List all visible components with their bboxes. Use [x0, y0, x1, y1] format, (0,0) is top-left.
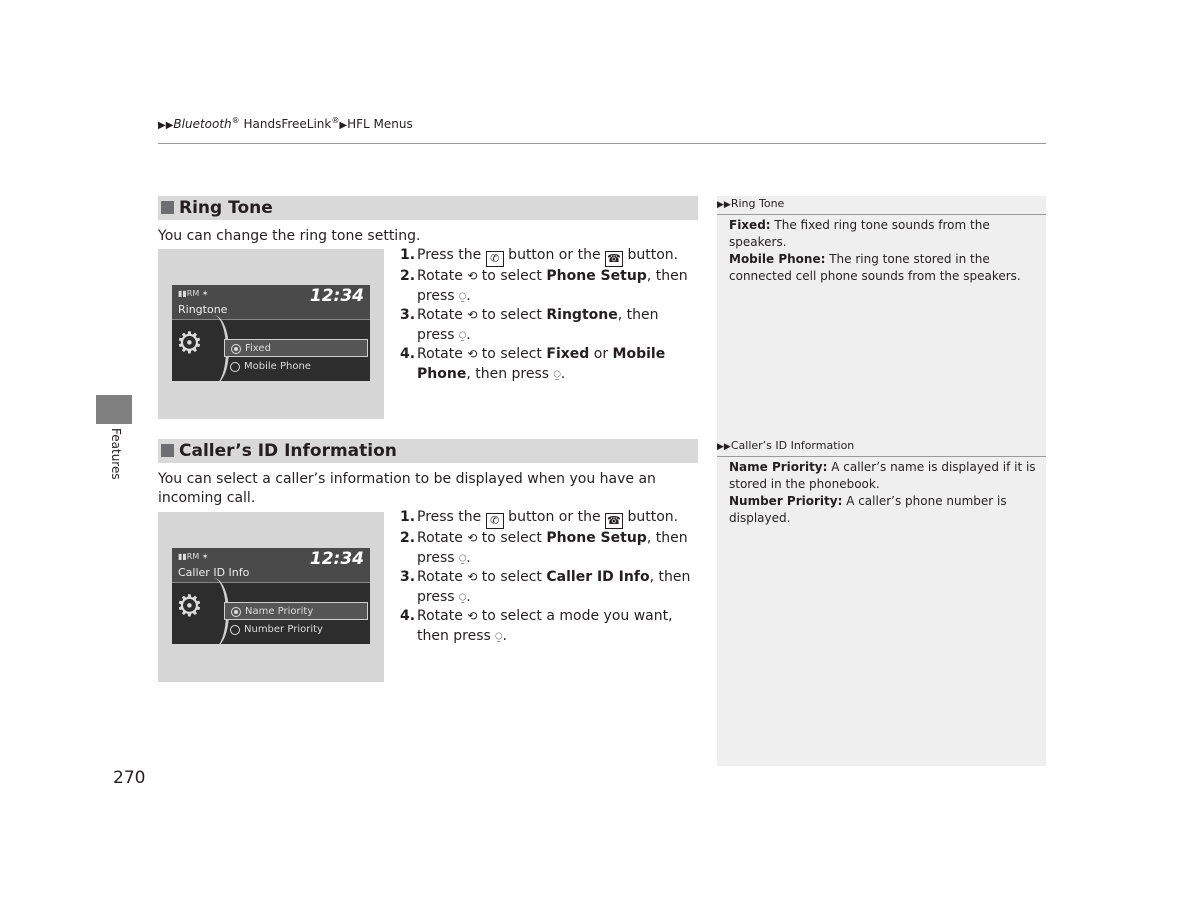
- press-knob-icon: ⍜: [459, 288, 467, 303]
- note-title-text: Ring Tone: [730, 197, 785, 210]
- note-title-text: Caller’s ID Information: [730, 439, 855, 452]
- step-text: button or the: [503, 247, 606, 263]
- step-text: .: [466, 588, 471, 605]
- ring-tone-steps: [400, 246, 700, 384]
- step-text: to select a mode you want, then press: [417, 608, 673, 644]
- selector-knob-icon: ⟲: [467, 531, 478, 545]
- status-indicators: ▮▮RM ✶: [178, 289, 209, 298]
- press-knob-icon: ⍜: [459, 589, 467, 604]
- radio-icon: [230, 362, 240, 372]
- selector-knob-icon: ⟲: [467, 609, 478, 623]
- step-number: 3.: [400, 569, 416, 585]
- ring-tone-screenshot: [158, 249, 384, 419]
- step-text: Press the: [417, 509, 486, 525]
- note-item: [729, 459, 1039, 493]
- step-3: [400, 306, 700, 345]
- step-text: , then press: [417, 268, 688, 304]
- ring-tone-note-body: [729, 217, 1039, 285]
- step-text: to select: [477, 268, 547, 284]
- step-4: [400, 607, 700, 646]
- radio-icon: [231, 607, 241, 617]
- note-label: Name Priority:: [729, 460, 828, 474]
- step-text: Rotate: [417, 530, 468, 546]
- step-text: Rotate: [417, 307, 468, 323]
- note-label: Number Priority:: [729, 494, 843, 508]
- reference-arrow-icon: ▶▶: [717, 442, 731, 452]
- step-text: .: [502, 627, 507, 644]
- status-indicators: ▮▮RM ✶: [178, 552, 209, 561]
- ring-tone-note-title: [717, 197, 1046, 215]
- ring-tone-heading-text: Ring Tone: [179, 198, 273, 218]
- breadcrumb-handsfreelink: HandsFreeLink: [239, 117, 332, 131]
- page-number: 270: [113, 768, 146, 788]
- heading-square-icon: [161, 201, 174, 214]
- section-tab-label: Features: [109, 428, 123, 480]
- step-4: [400, 345, 700, 384]
- caller-id-intro: You can select a caller’s information to be displayed when you have an incoming call.: [158, 471, 656, 506]
- screen-title: Caller ID Info: [178, 566, 250, 579]
- section-tab: [96, 395, 132, 424]
- radio-icon: [230, 625, 240, 635]
- press-knob-icon: ⍜: [459, 327, 467, 342]
- registered-mark: ®: [331, 116, 340, 125]
- caller-id-note-title: [717, 439, 1046, 457]
- step-number: 4.: [400, 346, 416, 362]
- option-mobile-phone: [224, 358, 368, 376]
- step-bold: Fixed: [546, 346, 590, 362]
- note-item: [729, 217, 1039, 251]
- screen-clock: 12:34: [309, 549, 364, 569]
- selector-knob-icon: ⟲: [467, 269, 478, 283]
- step-bold: Caller ID Info: [546, 569, 650, 585]
- breadcrumb-arrow-icon: ▶▶: [158, 120, 174, 131]
- step-number: 1.: [400, 509, 416, 525]
- breadcrumb-bluetooth: Bluetooth: [173, 117, 232, 131]
- step-text: Rotate: [417, 346, 468, 362]
- screen-title: Ringtone: [178, 303, 228, 316]
- pick-up-icon: ☎: [605, 251, 623, 267]
- gear-icon: ⚙: [176, 326, 203, 361]
- caller-id-steps: [400, 508, 700, 646]
- step-text: Rotate: [417, 608, 468, 624]
- step-text: , then press: [417, 530, 688, 566]
- step-bold: Ringtone: [546, 307, 618, 323]
- step-text: Rotate: [417, 268, 468, 284]
- option-fixed: [224, 339, 368, 357]
- note-text: A caller’s phone number is displayed.: [729, 494, 1007, 525]
- registered-mark: ®: [231, 116, 240, 125]
- note-text: The ring tone stored in the connected cell phone sounds from the speakers.: [729, 252, 1021, 283]
- step-text: .: [466, 287, 471, 304]
- gear-icon: ⚙: [176, 589, 203, 624]
- note-item: [729, 493, 1039, 527]
- step-text: button.: [623, 509, 679, 525]
- step-text: .: [466, 549, 471, 566]
- step-bold: Mobile Phone: [417, 346, 666, 382]
- step-text: , then press: [417, 307, 659, 343]
- option-label: Mobile Phone: [244, 361, 311, 372]
- step-number: 1.: [400, 247, 416, 263]
- step-text: or: [589, 346, 613, 362]
- caller-id-screenshot: [158, 512, 384, 682]
- note-item: [729, 251, 1039, 285]
- caller-id-heading: [158, 439, 698, 463]
- selector-knob-icon: ⟲: [467, 570, 478, 584]
- step-text: .: [466, 326, 471, 343]
- press-knob-icon: ⍜: [553, 366, 561, 381]
- step-number: 3.: [400, 307, 416, 323]
- step-text: , then press: [417, 569, 691, 605]
- step-text: to select: [477, 307, 547, 323]
- note-label: Fixed:: [729, 218, 771, 232]
- press-knob-icon: ⍜: [495, 628, 503, 643]
- step-text: , then press: [466, 365, 554, 382]
- step-number: 4.: [400, 608, 416, 624]
- phone-icon: ✆: [486, 251, 504, 267]
- ring-tone-heading: [158, 196, 698, 220]
- option-label: Number Priority: [244, 624, 323, 635]
- step-3: [400, 568, 700, 607]
- step-2: [400, 267, 700, 306]
- selector-knob-icon: ⟲: [467, 308, 478, 322]
- option-number-priority: [224, 621, 368, 639]
- radio-icon: [231, 344, 241, 354]
- option-label: Fixed: [245, 343, 271, 354]
- note-label: Mobile Phone:: [729, 252, 826, 266]
- option-label: Name Priority: [245, 606, 314, 617]
- step-bold: Phone Setup: [546, 530, 647, 546]
- step-text: button or the: [503, 509, 606, 525]
- step-text: to select: [477, 569, 547, 585]
- step-2: [400, 529, 700, 568]
- reference-arrow-icon: ▶▶: [717, 200, 731, 210]
- step-text: .: [560, 365, 566, 382]
- option-name-priority: [224, 602, 368, 620]
- breadcrumb-arrow-icon: ▶: [339, 120, 348, 131]
- selector-knob-icon: ⟲: [467, 347, 478, 361]
- step-1: [400, 508, 700, 529]
- step-1: [400, 246, 700, 267]
- step-number: 2.: [400, 268, 416, 284]
- breadcrumb-hfl-menus: HFL Menus: [347, 117, 413, 131]
- caller-id-heading-text: Caller’s ID Information: [179, 441, 397, 461]
- step-text: Press the: [417, 247, 486, 263]
- phone-icon: ✆: [486, 513, 504, 529]
- header-rule: [158, 143, 1046, 144]
- step-text: button.: [623, 247, 679, 263]
- step-number: 2.: [400, 530, 416, 546]
- note-text: The fixed ring tone sounds from the speakers.: [729, 218, 990, 249]
- heading-square-icon: [161, 444, 174, 457]
- display-screen: [172, 285, 370, 381]
- screen-clock: 12:34: [309, 286, 364, 306]
- note-text: A caller’s name is displayed if it is stored in the phonebook.: [729, 460, 1036, 491]
- step-text: to select: [477, 346, 547, 362]
- step-bold: Phone Setup: [546, 268, 647, 284]
- step-text: Rotate: [417, 569, 468, 585]
- ring-tone-intro: You can change the ring tone setting.: [158, 228, 421, 244]
- caller-id-note-body: [729, 459, 1039, 527]
- step-text: to select: [477, 530, 547, 546]
- pick-up-icon: ☎: [605, 513, 623, 529]
- press-knob-icon: ⍜: [459, 550, 467, 565]
- display-screen: [172, 548, 370, 644]
- breadcrumb: [158, 116, 413, 131]
